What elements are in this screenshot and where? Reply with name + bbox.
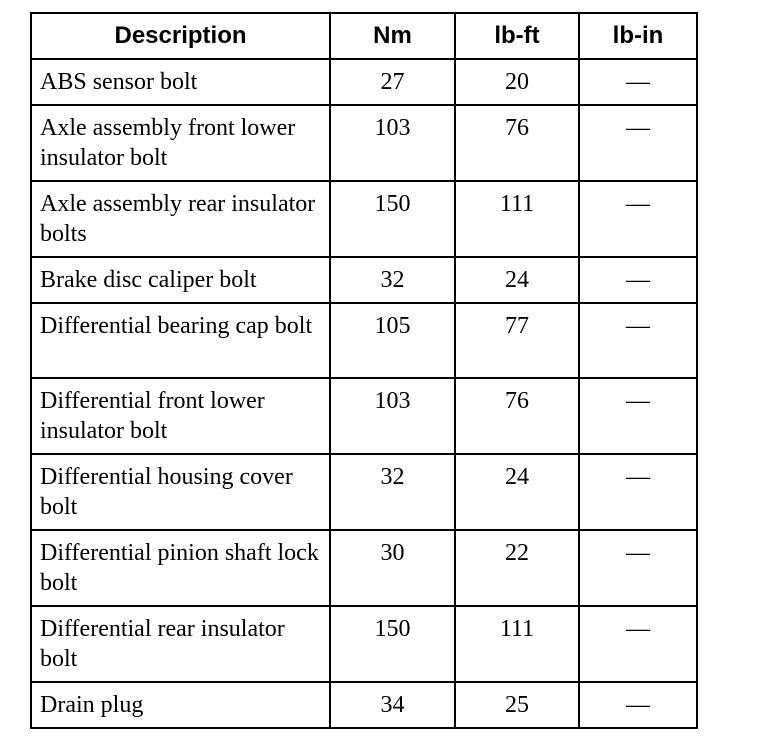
table-row [31,454,697,530]
row-description: Axle assembly rear insulator bolts [31,181,330,257]
row-lb-in: — [579,606,697,682]
row-description: Differential housing cover bolt [31,454,330,530]
row-description: Differential front lower insulator bolt [31,378,330,454]
row-nm: 150 [330,606,455,682]
torque-specification-table [30,12,698,729]
row-description: Differential bearing cap bolt [31,303,330,378]
row-description: Brake disc caliper bolt [31,257,330,303]
row-lb-in: — [579,378,697,454]
row-nm: 27 [330,59,455,105]
header-row [31,13,697,59]
row-lb-ft: 76 [455,105,579,181]
row-nm: 32 [330,257,455,303]
row-lb-in: — [579,59,697,105]
row-lb-ft: 24 [455,454,579,530]
row-description: Axle assembly front lower insulator bolt [31,105,330,181]
table-row [31,682,697,728]
table-row [31,606,697,682]
row-lb-ft: 77 [455,303,579,378]
row-lb-in: — [579,303,697,378]
row-lb-ft: 111 [455,606,579,682]
row-nm: 30 [330,530,455,606]
row-lb-in: — [579,181,697,257]
row-lb-ft: 25 [455,682,579,728]
row-nm: 103 [330,378,455,454]
header-nm: Nm [330,13,455,59]
table-row [31,181,697,257]
row-lb-ft: 20 [455,59,579,105]
header-lb-in: lb-in [579,13,697,59]
row-description: ABS sensor bolt [31,59,330,105]
row-lb-ft: 111 [455,181,579,257]
row-lb-ft: 76 [455,378,579,454]
row-nm: 150 [330,181,455,257]
table-row [31,530,697,606]
row-lb-in: — [579,454,697,530]
table-row [31,378,697,454]
row-description: Drain plug [31,682,330,728]
row-lb-in: — [579,105,697,181]
row-lb-in: — [579,257,697,303]
row-description: Differential pinion shaft lock bolt [31,530,330,606]
row-lb-in: — [579,530,697,606]
row-nm: 34 [330,682,455,728]
row-nm: 103 [330,105,455,181]
header-lb-ft: lb-ft [455,13,579,59]
table-row [31,257,697,303]
table-row [31,303,697,378]
table-row [31,59,697,105]
row-lb-ft: 22 [455,530,579,606]
row-lb-in: — [579,682,697,728]
table-row [31,105,697,181]
row-nm: 32 [330,454,455,530]
row-nm: 105 [330,303,455,378]
row-lb-ft: 24 [455,257,579,303]
header-description: Description [31,13,330,59]
row-description: Differential rear insulator bolt [31,606,330,682]
